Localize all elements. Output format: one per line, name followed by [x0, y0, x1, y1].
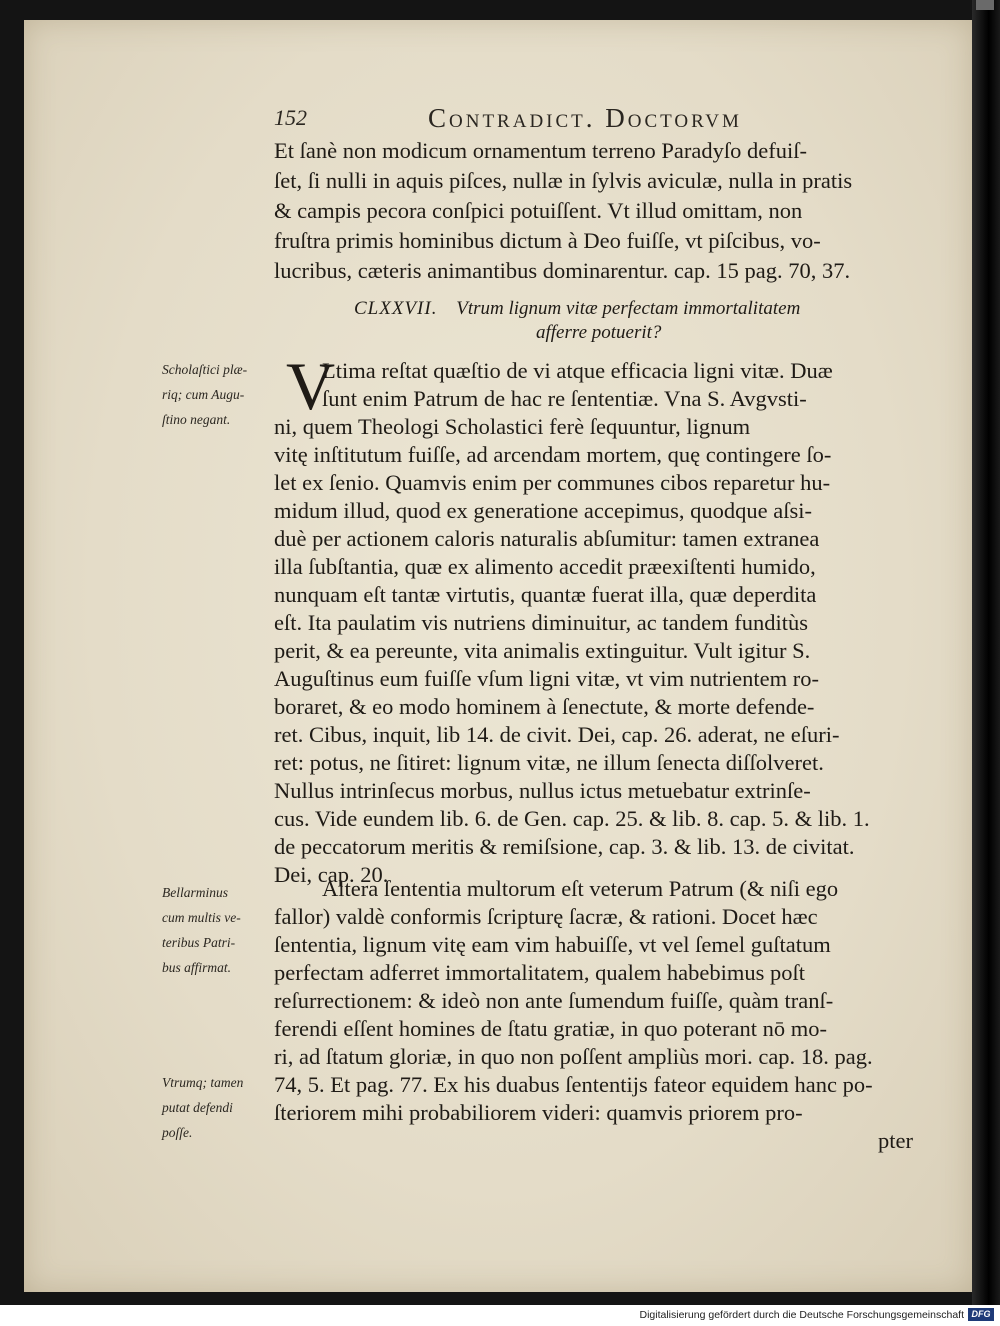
margin-note-line: Vtrumq; tamen — [162, 1075, 244, 1090]
text-line: duè per actionem caloris naturalis abſumitur: tamen extranea — [274, 526, 820, 551]
margin-note-line: Bellarminus — [162, 885, 228, 900]
edge-marker — [976, 0, 994, 10]
page-number: 152 — [274, 105, 307, 130]
text-line: ret. Cibus, inquit, lib 14. de civit. Dei, cap. 26. aderat, ne eſuri- — [274, 722, 840, 747]
text-line: 74, 5. Et pag. 77. Ex his duabus ſententijs fateor equidem hanc po- — [274, 1072, 873, 1097]
text-line: eſt. Ita paulatim vis nutriens diminuitur, ac tandem funditùs — [274, 610, 808, 635]
text-line: Auguſtinus eum fuiſſe vſum ligni vitæ, vt vim nutrientem ro- — [274, 666, 819, 691]
text-line: ni, quem Theologi Scholastici ferè ſequuntur, lignum — [274, 414, 751, 439]
page-edge-shadow — [972, 0, 1000, 1305]
text-line: ſunt enim Patrum de hac re ſententiæ. Vna S. Avgvsti- — [322, 386, 807, 411]
section-title-line1: Vtrum lignum vitæ perfectam immortalitatem — [456, 298, 801, 319]
margin-note-line: teribus Patri- — [162, 935, 236, 950]
text-line: & campis pecora conſpici potuiſſent. Vt illud omittam, non — [274, 198, 803, 223]
text-line: ſet, ſi nulli in aquis piſces, nullæ in ſylvis aviculæ, nulla in pratis — [274, 168, 853, 193]
text-line: vitę inſtitutum fuiſſe, ad arcendam mortem, quę contingere ſo- — [274, 442, 832, 467]
text-line: ferendi eſſent homines de ſtatu gratiæ, in quo poterant nō mo- — [274, 1016, 827, 1041]
text-line: nunquam eſt tantæ virtutis, quantæ fuerat illa, quæ deperdita — [274, 582, 817, 607]
section-title-line2: afferre potuerit? — [536, 322, 662, 343]
text-line: cus. Vide eundem lib. 6. de Gen. cap. 25. & lib. 8. cap. 5. & lib. 1. — [274, 806, 870, 831]
text-line: perit, & ea pereunte, vita animalis extinguitur. Vult igitur S. — [274, 638, 811, 663]
margin-note-line: bus affirmat. — [162, 960, 232, 975]
text-line: ret: potus, ne ſitiret: lignum vitæ, ne illum ſenecta diſſolveret. — [274, 750, 824, 775]
text-line: reſurrectionem: & ideò non ante ſumendum fuiſſe, quàm tranſ- — [274, 988, 834, 1013]
text-line: let ex ſenio. Quamvis enim per communes cibos reparetur hu- — [274, 470, 831, 495]
catchword: pter — [878, 1128, 913, 1153]
margin-note-line: ſtino negant. — [162, 412, 231, 427]
text-line: boraret, & eo modo hominem à ſenectute, & morte defende- — [274, 694, 815, 719]
text-line: illa ſubſtantia, quæ ex alimento accedit præexiſtenti humido, — [274, 554, 816, 579]
section-number: CLXXVII. — [354, 298, 438, 319]
text-line: perfectam adferret immortalitatem, qualem habebimus poſt — [274, 960, 806, 985]
text-line: Ltima reſtat quæſtio de vi atque efficacia ligni vitæ. Duæ — [322, 358, 833, 383]
text-line: fallor) valdè conformis ſcripturę ſacræ, & rationi. Docet hæc — [274, 904, 818, 929]
text-line: ſteriorem mihi probabiliorem videri: quamvis priorem pro- — [274, 1100, 803, 1125]
drop-cap: V — [286, 348, 336, 424]
text-line: de peccatorum meritis & remiſsione, cap. 3. & lib. 13. de civitat. — [274, 834, 855, 859]
margin-note-line: putat defendi — [162, 1100, 233, 1115]
text-line: lucribus, cæteris animantibus dominarentur. cap. 15 pag. 70, 37. — [274, 258, 851, 283]
text-line: fruſtra primis hominibus dictum à Deo fuiſſe, vt piſcibus, vo- — [274, 228, 821, 253]
margin-note-bellarminus — [162, 880, 272, 980]
text-line: ri, ad ſtatum gloriæ, in quo non poſſent ampliùs mori. cap. 18. pag. — [274, 1044, 873, 1069]
margin-note-scholastici — [162, 357, 272, 432]
margin-note-line: cum multis ve- — [162, 910, 241, 925]
running-title: Contradict. Doctorvm — [428, 103, 742, 133]
margin-note-line: Scholaſtici plæ- — [162, 362, 248, 377]
margin-note-line: poſſe. — [162, 1125, 193, 1140]
text-line: Dei, cap. 20. — [274, 862, 389, 887]
text-line: ſententia, lignum vitę eam vim habuiſſe, vt vel ſemel guſtatum — [274, 932, 831, 957]
digitization-credit: Digitalisierung gefördert durch die Deutsche Forschungsgemeinschaft — [639, 1309, 964, 1321]
dfg-logo: DFG — [968, 1308, 994, 1321]
text-line: Altera ſententia multorum eſt veterum Patrum (& niſi ego — [322, 876, 839, 901]
text-line: midum illud, quod ex generatione accepimus, quodque aſsi- — [274, 498, 812, 523]
text-line: Et ſanè non modicum ornamentum terreno Paradyſo defuiſ- — [274, 138, 807, 163]
margin-note-vtrumque — [162, 1070, 272, 1145]
section-heading — [354, 296, 914, 343]
text-line: Nullus intrinſecus morbus, nullus ictus metuebatur extrinſe- — [274, 778, 811, 803]
running-header — [274, 103, 944, 137]
margin-note-line: riq; cum Augu- — [162, 387, 245, 402]
